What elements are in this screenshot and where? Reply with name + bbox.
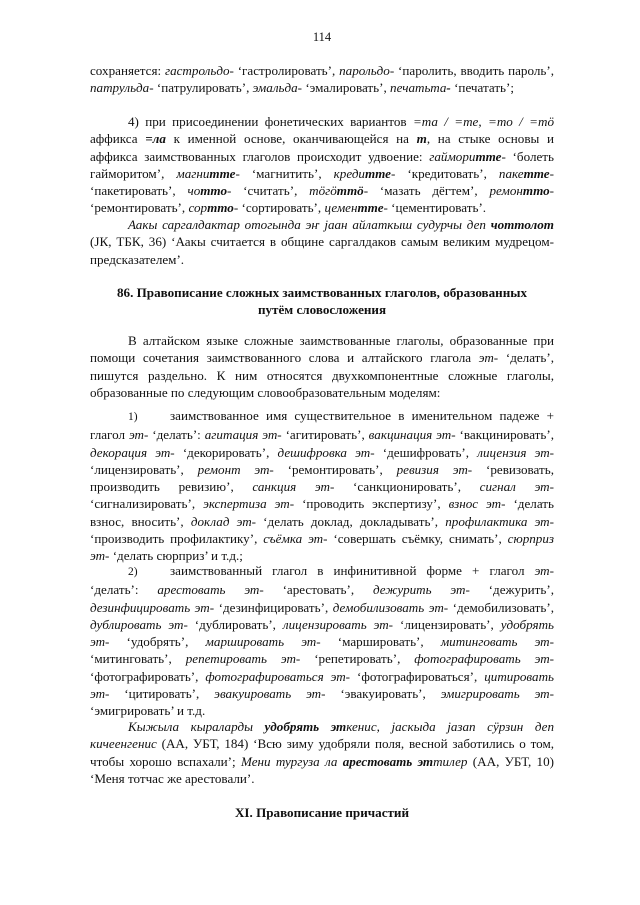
text-run: ‘фотографироваться’, [350,668,485,684]
text-run: ‘демобилизовать’, [448,599,554,615]
text-run: ‘эвакуировать’, [325,686,441,702]
text-run: дезинфицировать эт- [90,599,215,615]
text-run: агитация эт- [204,427,282,443]
text-run: гастрольдо- [164,63,234,78]
text-run: - [549,183,555,199]
text-run: эвакуировать эт- [214,686,326,702]
text-run: ‘делать взнос, вносить’, [90,496,554,529]
paragraph-rule-4 [90,113,554,217]
text-run: тте [523,165,550,181]
text-run: ‘проводить экспертизу’, [294,496,449,512]
text-run: (ЈК, ТБК, 36) ‘Аакы считается в общине саргалдаков самым великим мудрецом-предсказателем’. [90,234,554,267]
text-run: - [446,80,451,96]
text-run: - [549,165,554,181]
text-run: ‘дежурить’, [469,582,554,598]
text-run: тто [207,200,234,216]
text-run: парольдо- [339,63,395,78]
text-run: митинговать эт- [440,634,554,650]
paragraph-model-2 [90,562,554,720]
text-run: ‘совершать съёмку, снимать’, [327,531,508,547]
text-run: ‘арестовать’, [263,582,373,598]
text-run: ‘гастролировать’, [233,63,340,78]
text-run: тте [357,200,384,216]
text-run: удобрять эт [264,719,347,734]
text-run: тӧгӧ [309,183,337,199]
text-run: ‘дублировать’, [187,616,283,632]
text-run: ‘делать сюрприз’ и т.д.; [109,548,243,564]
text-run: - [235,165,240,181]
text-run: - [383,200,388,216]
section-heading-86-line2: путём словосложения [257,302,387,318]
text-run: ‘кредитовать’, [395,165,499,181]
text-run: =ла [145,131,166,147]
text-run: ‘ремонтировать’, [90,200,189,216]
text-run: эт- [128,427,149,443]
text-run: репетировать эт- [185,651,301,667]
text-run: тто [200,183,227,199]
text-run: - [501,148,506,164]
text-run: арестовать эт- [157,582,264,598]
text-run: - [233,200,239,216]
text-run: цитировать эт- [90,668,554,702]
paragraph-example-2 [90,718,554,787]
text-run: ‘эмигрировать’ и т.д. [90,703,206,719]
text-run: ‘мазать дёгтем’, [368,183,490,199]
text-run: тте [209,165,236,181]
text-run: экспертиза эт- [203,496,295,512]
text-run: арестовать эт [342,753,434,769]
text-run: ремон [489,183,523,199]
text-run: =та / =те, =то / =тӧ [412,114,554,129]
text-run: 4) при присоединении фонетических вариантов [128,114,413,129]
text-run: дешифровка эт- [277,444,375,460]
section-heading-86-line1: 86. Правописание сложных заимствованных глаголов, образованных [116,285,528,300]
section-heading-86 [90,284,554,319]
text-run: тте [364,165,391,181]
text-run: взнос эт- [448,496,506,512]
text-run: эмигрировать эт- [440,686,554,702]
text-run: санкция эт- [252,479,335,495]
text-run: ‘ремонтировать’, [273,461,397,477]
section-heading-xi: XI. Правописание причастий [234,805,410,820]
text-run: патрульда- [90,80,154,96]
text-run: ‘дезинфицировать’, [214,599,333,615]
text-run: фотографироваться эт- [205,668,351,684]
text-run: чо [187,183,201,199]
text-run: эт- [478,350,499,366]
text-run: Кыжыла кыраларды [128,719,265,734]
text-run: сигнал эт- [479,479,554,495]
text-run: ‘санкционировать’, [334,479,480,495]
text-run: ‘ревизовать, производить ревизию’, [90,461,554,495]
text-run: съёмка эт- [263,531,328,547]
text-run: магни [176,165,210,181]
text-run: ‘фотографировать’, [90,668,206,684]
paragraph-intro [90,332,554,401]
text-run: ‘магнитить’, [239,165,334,181]
text-run: заимствованное имя существительное в именительном падеже + глагол [90,408,554,443]
text-run: ‘удобрять’, [109,634,206,650]
text-run: сохраняется: [90,63,165,78]
text-run: сор [188,200,208,216]
text-run: чоттолот [490,217,554,232]
text-run: доклад эт- [190,513,257,529]
text-run: ‘сигнализировать’, [90,496,204,512]
text-run: удобрять эт- [90,616,554,650]
text-run: ремонт эт- [197,461,274,477]
text-run: , на стыке основы и аффикса заимствованных глаголов происходит удвоение: [90,131,555,164]
text-run: ревизия эт- [396,461,473,477]
text-run: лицензия эт- [477,444,555,460]
text-run: ‘дешифровать’, [374,444,478,460]
text-run: ‘маршировать’, [320,634,441,650]
text-run: цемен [324,200,358,216]
text-run: ‘делать доклад, докладывать’, [256,513,446,529]
text-run: - [227,183,232,199]
text-run: Аакы саргалдактар отогында эҥ јаан айлаткыш судурчы деп [128,217,491,232]
text-run: вакцинация эт- [368,427,456,443]
text-run: ‘агитировать’, [281,427,369,443]
text-run: аффикса [90,131,146,147]
list-number: 2) [128,566,138,578]
text-run: паке [498,165,524,181]
text-run: ‘производить профилактику’, [90,531,264,547]
text-run: ‘болеть гайморитом’, [90,148,554,181]
paragraph-continuation [90,62,554,97]
text-run: гаймори [429,148,476,164]
text-run: ‘лицензировать’, [90,461,198,477]
text-run: ‘эмалировать’, [302,80,391,96]
text-run: ‘лицензировать’, [393,616,501,632]
text-run: тто [522,183,550,199]
text-run: ‘митинговать’, [90,651,186,667]
text-run: кенис, јаскыда јазап сӱрзин деп кичеенгенис [90,719,555,752]
text-run: креди [333,165,365,181]
text-run: эмальда- [252,80,303,96]
text-run: ‘делать’: [90,582,158,598]
text-run: - [391,165,396,181]
text-run: тилер [433,753,468,769]
text-run: ‘делать’: [148,427,205,443]
text-run: сюрприз эт- [90,531,554,564]
text-run: Мени тургуза ла [241,753,343,769]
text-run: ‘патрулировать’, [153,80,253,96]
paragraph-example-1 [90,216,554,268]
text-run: ‘считать’, [231,183,310,199]
text-run: декорация эт- [90,444,175,460]
text-run: профилактика эт- [445,513,554,529]
text-run: эт- [534,563,554,578]
text-run: маршировать эт- [205,634,321,650]
text-run: ‘декорировать’, [174,444,278,460]
text-run: тте [475,148,502,164]
text-run: ‘репетировать’, [300,651,415,667]
page-number: 114 [312,30,332,44]
text-run: лицензировать эт- [282,616,394,632]
text-run: ‘цементировать’. [387,200,487,216]
text-run: фотографировать эт- [414,651,555,667]
text-run: ‘цитировать’, [109,686,215,702]
text-run: к именной основе, оканчивающейся на [165,131,417,147]
text-run: (АА, УБТ, 184) ‘Всю зиму удобряли поля, весной заботились о том, чтобы хорошо вспахали’; [90,736,554,769]
text-run: ттӧ [336,183,364,199]
text-run: дублировать эт- [90,616,188,632]
text-run: т [416,131,427,147]
list-number: 1) [128,411,138,423]
text-run: ‘пакетировать’, [90,183,188,199]
paragraph-model-1 [90,407,554,565]
text-run: ‘паролить, вводить пароль’, [394,63,554,78]
text-run: В алтайском языке сложные заимствованные глаголы, образованные при помощи сочетания заимствованного слова и алтайского глагола [90,333,554,366]
text-run: ‘печатать’; [450,80,515,96]
text-run: (АА, УБТ, 10) ‘Меня тотчас же арестовали’. [90,753,555,786]
text-run: ‘делать’, пишутся раздельно. К ним относятся двухкомпонентные сложные глаголы, образованные по следующим словообразовательным моделям: [90,350,554,400]
text-run: ‘вакцинировать’, [455,427,554,443]
text-run: демобилизовать эт- [332,599,449,615]
text-run: дежурить эт- [372,582,470,598]
text-run: печатьта [390,80,447,96]
text-run: заимствованный глагол в инфинитивной форме + глагол [170,563,535,578]
text-run: ‘сортировать’, [238,200,325,216]
text-run: - [363,183,369,199]
